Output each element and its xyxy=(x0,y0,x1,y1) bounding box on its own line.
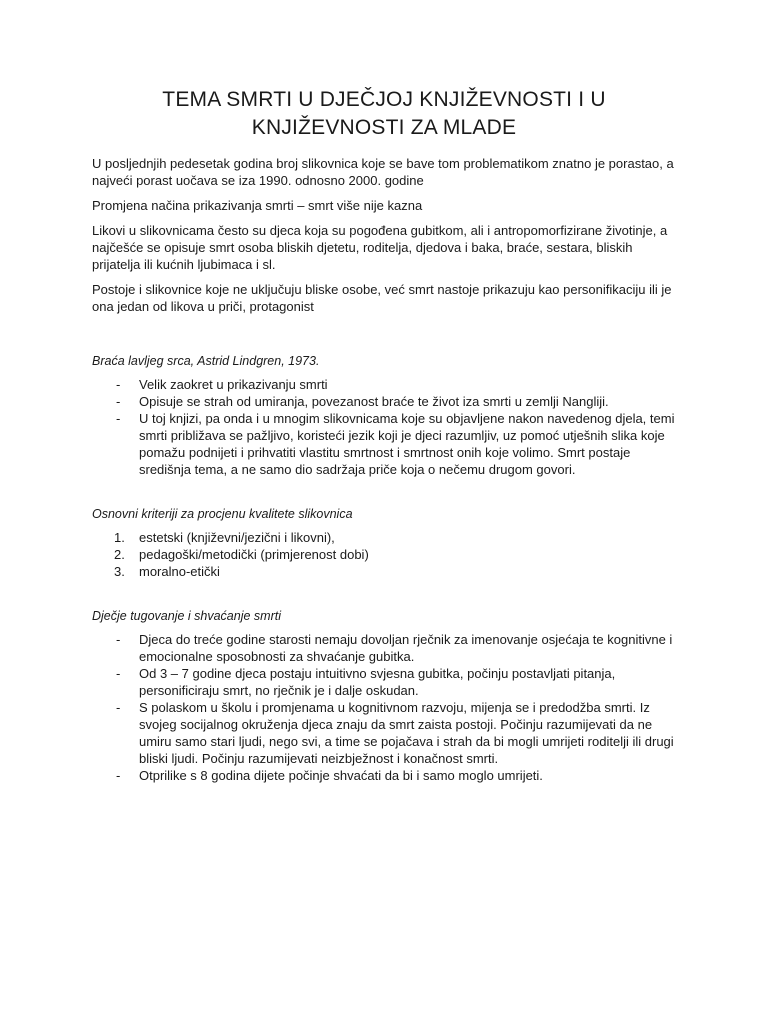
section-heading-grief: Dječje tugovanje i shvaćanje smrti xyxy=(92,609,281,623)
intro-paragraph-2: Promjena načina prikazivanja smrti – smrt više nije kazna xyxy=(92,198,423,213)
list-item-text: Od 3 – 7 godine djeca postaju intuitivno svjesna gubitka, počinju postavljati pitanja, personificiraju smrt, no rječnik je i dalje oskudan. xyxy=(139,666,616,698)
number-marker: 2. xyxy=(114,547,125,562)
criteria-list xyxy=(92,529,676,580)
list-item-text: estetski (književni/jezični i likovni), xyxy=(139,530,335,545)
document-title: TEMA SMRTI U DJEČJOJ KNJIŽEVNOSTI I U KNJIŽEVNOSTI ZA MLADE xyxy=(162,88,606,139)
dash-marker: - xyxy=(116,377,121,392)
spacer xyxy=(92,323,676,353)
list-item-text: Djeca do treće godine starosti nemaju dovoljan rječnik za imenovanje osjećaja te kognitivne i emocionalne sposobnosti za shvaćanje gubitka. xyxy=(139,632,673,664)
list-item-text: Opisuje se strah od umiranja, povezanost braće te život iza smrti u zemlji Nangliji. xyxy=(139,394,609,409)
list-item xyxy=(92,665,676,699)
list-item-text: Otprilike s 8 godina dijete počinje shvaćati da bi i samo moglo umrijeti. xyxy=(139,768,543,783)
dash-marker: - xyxy=(116,666,121,681)
section-heading-lionheart: Braća lavljeg srca, Astrid Lindgren, 1973. xyxy=(92,354,320,368)
section-heading-criteria: Osnovni kriteriji za procjenu kvalitete slikovnica xyxy=(92,507,353,521)
lionheart-list xyxy=(92,376,676,478)
list-item xyxy=(92,529,676,546)
intro-paragraph-3: Likovi u slikovnicama često su djeca koja su pogođena gubitkom, ali i antropomorfizirane životinje, a najčešće se opisuje smrt osoba bliskih djetetu, roditelja, djedova i baka, braće, sestara, bliskih prijatelja ili kućnih ljubimaca i sl. xyxy=(92,223,668,272)
list-item xyxy=(92,699,676,767)
list-item xyxy=(92,546,676,563)
list-item-text: pedagoški/metodički (primjerenost dobi) xyxy=(139,547,369,562)
list-item xyxy=(92,393,676,410)
dash-marker: - xyxy=(116,632,121,647)
spacer xyxy=(92,478,676,506)
list-item xyxy=(92,563,676,580)
number-marker: 3. xyxy=(114,564,125,579)
dash-marker: - xyxy=(116,411,121,426)
list-item-text: moralno-etički xyxy=(139,564,220,579)
list-item-text: U toj knjizi, pa onda i u mnogim slikovnicama koje su objavljene nakon navedenog djela, temi smrti približava se pažljivo, koristeći jezik koji je djeci razumljiv, uz pomoć utješnih slika koje pomažu podnijeti i prihvatiti vlastitu smrtnost i smrtnost onih koje volimo. Smrt postaje središnja tema, a ne samo dio sadržaja priče koja o nečemu drugom govori. xyxy=(139,411,675,477)
dash-marker: - xyxy=(116,768,121,783)
intro-paragraph-4: Postoje i slikovnice koje ne uključuju bliske osobe, već smrt nastoje prikazuju kao personifikaciju ili je ona jedan od likova u priči, protagonist xyxy=(92,282,672,314)
dash-marker: - xyxy=(116,394,121,409)
number-marker: 1. xyxy=(114,530,125,545)
list-item xyxy=(92,376,676,393)
list-item xyxy=(92,767,676,784)
intro-paragraph-1: U posljednjih pedesetak godina broj slikovnica koje se bave tom problematikom znatno je porastao, a najveći porast uočava se iza 1990. odnosno 2000. godine xyxy=(92,156,674,188)
list-item xyxy=(92,631,676,665)
grief-list xyxy=(92,631,676,784)
list-item-text: S polaskom u školu i promjenama u kognitivnom razvoju, mijenja se i predodžba smrti. Iz svojeg socijalnog okruženja djeca znaju da smrt zaista postoji. Počinju razumijevati da ne umiru samo stari ljudi, nego svi, a time se pojačava i strah da bi mogli umrijeti roditelji ili drugi bliski ljudi. Počinju razumijevati neizbježnost i konačnost smrti. xyxy=(139,700,674,766)
list-item-text: Velik zaokret u prikazivanju smrti xyxy=(139,377,328,392)
dash-marker: - xyxy=(116,700,121,715)
list-item xyxy=(92,410,676,478)
spacer xyxy=(92,580,676,608)
